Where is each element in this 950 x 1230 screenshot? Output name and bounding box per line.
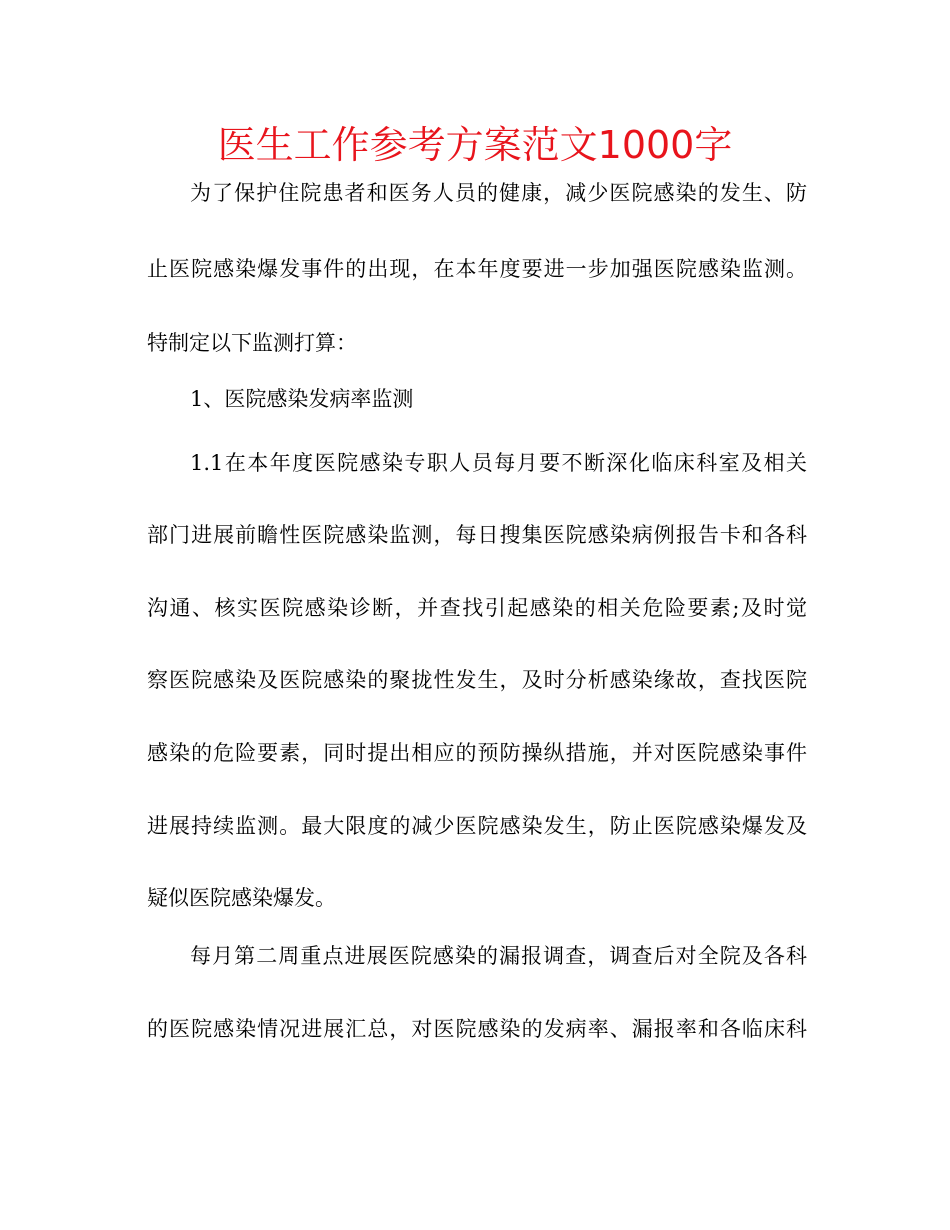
paragraph-line: 疑似医院感染爆发。 <box>147 886 336 910</box>
paragraph-line: 进展持续监测。最大限度的减少医院感染发生，防止医院感染爆发及 <box>147 814 807 838</box>
paragraph-line: 察医院感染及医院感染的聚拢性发生，及时分析感染缘故，查找医院 <box>147 668 807 692</box>
paragraph-line: 1.1在本年度医院感染专职人员每月要不断深化临床科室及相关 <box>190 451 807 475</box>
paragraph-line: 沟通、核实医院感染诊断，并查找引起感染的相关危险要素;及时觉 <box>147 596 807 620</box>
paragraph-line: 每月第二周重点进展医院感染的漏报调查，调查后对全院及各科 <box>190 944 807 968</box>
paragraph-line: 止医院感染爆发事件的出现，在本年度要进一步加强医院感染监测。 <box>147 257 807 281</box>
paragraph-line: 部门进展前瞻性医院感染监测，每日搜集医院感染病例报告卡和各科 <box>147 523 807 547</box>
section-heading: 1、医院感染发病率监测 <box>190 387 414 411</box>
paragraph-line: 感染的危险要素，同时提出相应的预防操纵措施，并对医院感染事件 <box>147 741 807 765</box>
paragraph-line: 为了保护住院患者和医务人员的健康，减少医院感染的发生、防 <box>190 181 807 205</box>
paragraph-line: 的医院感染情况进展汇总，对医院感染的发病率、漏报率和各临床科 <box>147 1017 807 1041</box>
document-title: 医生工作参考方案范文1000字 <box>217 123 733 167</box>
paragraph-line: 特制定以下监测打算： <box>147 331 357 355</box>
